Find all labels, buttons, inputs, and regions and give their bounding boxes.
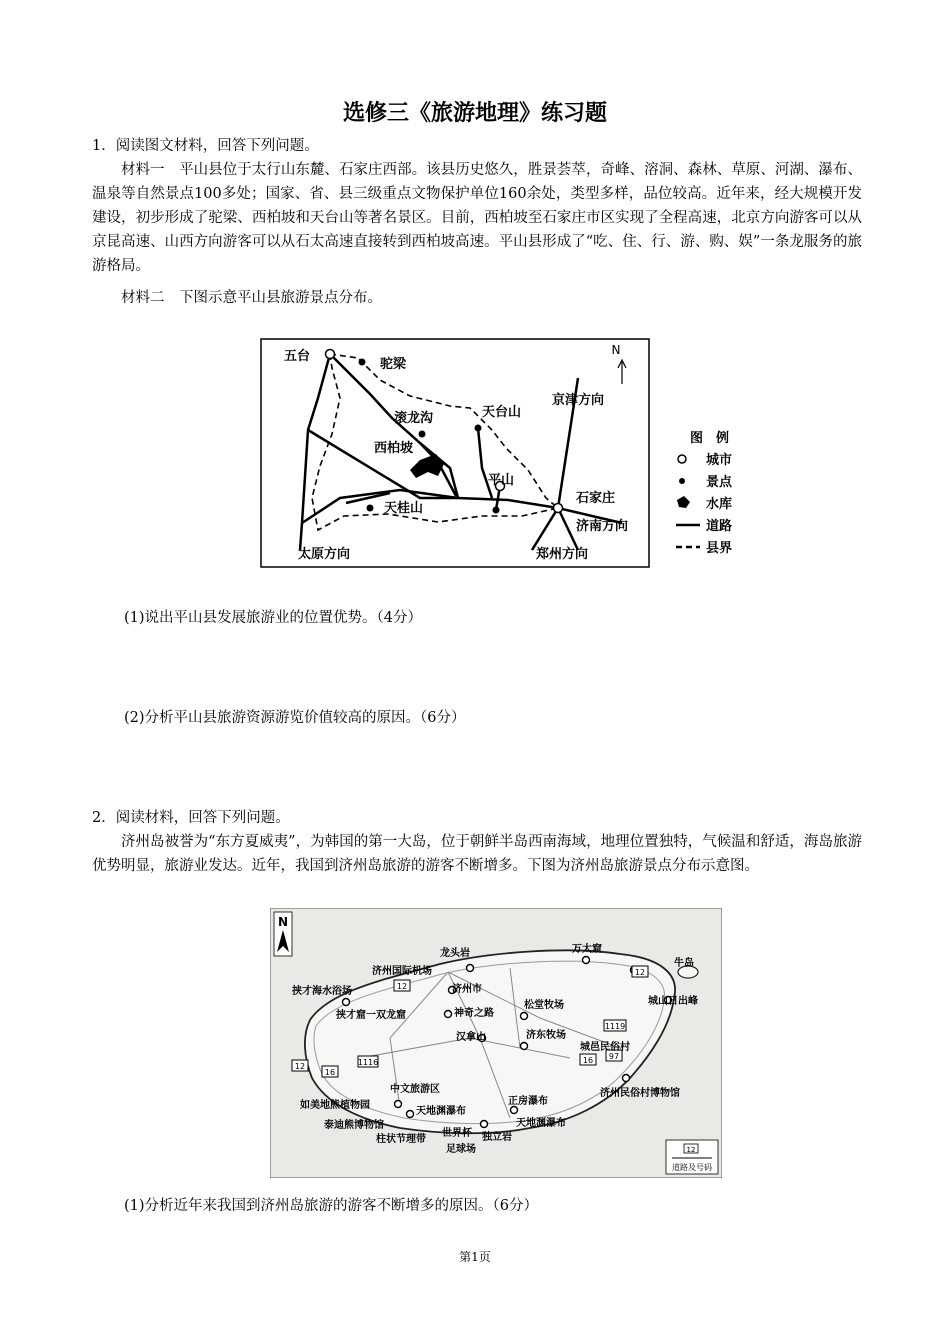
label-tiantaishan: 天台山 (482, 405, 522, 420)
legend-boundary: 县界 (706, 541, 733, 556)
q1-material2: 材料二 下图示意平山县旅游景点分布。 (121, 290, 382, 306)
road-legend (666, 1140, 718, 1174)
label-shijiazhuang: 石家庄 (576, 491, 616, 506)
svg-text:万太窟: 万太窟 (572, 944, 602, 955)
svg-text:松堂牧场: 松堂牧场 (524, 1000, 564, 1011)
svg-text:柱状节理带: 柱状节理带 (376, 1134, 426, 1145)
q2-material: 济州岛被誉为“东方夏威夷”，为韩国的第一大岛，位于朝鲜半岛西南海域，地理位置独特，气候温和舒适，海岛旅游优势明显，旅游业发达。近年，我国到济州岛旅游的游客不断增多。下图为济州岛旅游景点分布示意图。 (92, 834, 862, 874)
spot-gunlonggou (419, 431, 426, 438)
svg-text:独立岩: 独立岩 (482, 1132, 512, 1143)
label-taiyuan: 太原方向 (298, 547, 351, 562)
legend-spot-symbol (679, 478, 685, 484)
svg-text:1116: 1116 (357, 1058, 379, 1067)
svg-text:济东牧场: 济东牧场 (526, 1030, 566, 1041)
label-pingshan: 平山 (488, 473, 515, 488)
svg-text:97: 97 (608, 1052, 620, 1061)
svg-text:牛岛: 牛岛 (674, 958, 694, 969)
q1-sub1: (1)说出平山县发展旅游业的位置优势。（4分） (124, 610, 423, 626)
city-wutai (326, 350, 335, 359)
svg-text:正房瀑布: 正房瀑布 (508, 1096, 548, 1107)
q2-stem: 2．阅读材料，回答下列问题。 (92, 810, 290, 826)
label-gunlonggou: 滚龙沟 (394, 411, 434, 426)
spot-tiantaishan (475, 425, 482, 432)
legend-road: 道路 (706, 519, 733, 534)
spot-tuoliang (359, 359, 366, 366)
svg-text:济州市: 济州市 (452, 984, 482, 995)
q2-sub1: (1)分析近年来我国到济州岛旅游的游客不断增多的原因。（6分） (124, 1198, 539, 1214)
svg-text:济州民俗村博物馆: 济州民俗村博物馆 (600, 1088, 680, 1099)
svg-text:1119: 1119 (604, 1022, 626, 1031)
label-jingjin: 京津方向 (552, 393, 605, 408)
label-wutai: 五台 (284, 349, 311, 364)
legend-title: 图 例 (690, 431, 730, 446)
label-jinan: 济南方向 (576, 519, 629, 534)
label-zhengzhou: 郑州方向 (536, 547, 589, 562)
svg-text:汉拿山: 汉拿山 (456, 1032, 486, 1043)
svg-text:龙头岩: 龙头岩 (440, 948, 470, 959)
legend-reservoir-symbol (677, 496, 690, 508)
legend-reservoir: 水库 (706, 497, 733, 512)
svg-text:济州国际机场: 济州国际机场 (372, 966, 432, 977)
label-xibaipo: 西柏坡 (374, 441, 414, 456)
svg-text:12: 12 (396, 982, 408, 991)
label-tuoliang: 驼梁 (380, 357, 407, 372)
svg-text:天地渊瀑布: 天地渊瀑布 (416, 1106, 466, 1117)
svg-text:神奇之路: 神奇之路 (454, 1008, 494, 1019)
page-number: 第1页 (459, 1250, 491, 1264)
pingshan-map (260, 338, 650, 568)
q1-stem: 1．阅读图文材料，回答下列问题。 (92, 138, 319, 154)
north-arrow (274, 912, 292, 956)
svg-text:中文旅游区: 中文旅游区 (390, 1084, 440, 1095)
svg-text:城山日出峰: 城山日出峰 (648, 996, 698, 1007)
svg-text:天地渊瀑布: 天地渊瀑布 (516, 1118, 566, 1129)
legend-spot: 景点 (706, 475, 733, 490)
svg-text:泰迪熊博物馆: 泰迪熊博物馆 (324, 1120, 384, 1131)
map-legend (676, 428, 766, 563)
svg-text:足球场: 足球场 (446, 1144, 476, 1155)
svg-text:道路及号码: 道路及号码 (672, 1163, 712, 1172)
svg-text:N: N (611, 343, 621, 357)
q1-sub2: (2)分析平山县旅游资源游览价值较高的原因。（6分） (124, 710, 466, 726)
svg-text:挟才窟一双龙窟: 挟才窟一双龙窟 (336, 1010, 406, 1021)
label-daguishan: 天桂山 (384, 501, 424, 516)
legend-city: 城市 (706, 453, 733, 468)
svg-text:12: 12 (634, 968, 646, 977)
svg-text:16: 16 (324, 1068, 336, 1077)
spot-near-pingshan (493, 507, 500, 514)
svg-text:如美地熊植物园: 如美地熊植物园 (300, 1100, 370, 1111)
city-shijiazhuang (554, 504, 563, 513)
svg-text:挟才海水浴场: 挟才海水浴场 (292, 986, 352, 997)
q1-material1: 材料一 平山县位于太行山东麓、石家庄西部。该县历史悠久，胜景荟萃，奇峰、溶洞、森林、草原、河湖、瀑布、温泉等自然景点100多处；国家、省、县三级重点文物保护单位160余处，类型多样，品位较高。近年来，经大规模开发建设，初步形成了驼梁、西柏坡和天台山等著名景区。目前，西柏坡至石家庄市区实现了全程高速，北京方向游客可以从京昆高速、山西方向游客可以从石太高速直接转到西柏坡高速。平山县形成了“吃、住、行、游、购、娱”一条龙服务的旅游格局。 (92, 162, 862, 274)
page-title: 选修三《旅游地理》练习题 (342, 101, 607, 126)
svg-text:城邑民俗村: 城邑民俗村 (580, 1042, 630, 1053)
jeju-map (270, 908, 722, 1178)
svg-text:世界杯: 世界杯 (442, 1128, 472, 1139)
svg-text:N: N (277, 915, 289, 929)
legend-city-symbol (678, 455, 686, 463)
svg-text:12: 12 (686, 1146, 696, 1154)
svg-text:12: 12 (294, 1062, 306, 1071)
spot-daguishan (367, 505, 374, 512)
svg-text:16: 16 (582, 1056, 594, 1065)
